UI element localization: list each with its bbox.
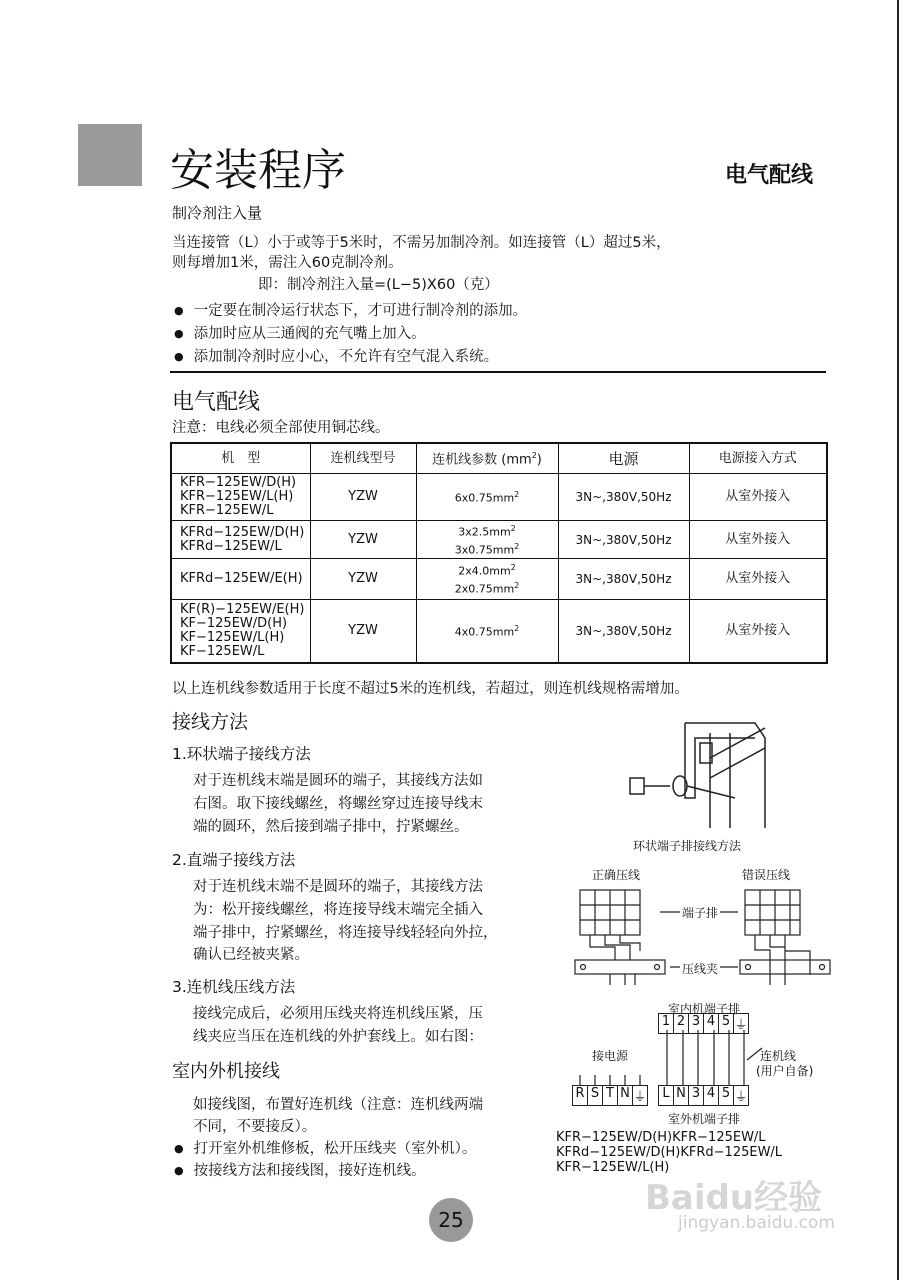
cable-cell: YZW: [310, 521, 416, 559]
params-cell: $3x2.5mm^2$ $3x0.75mm^2$: [416, 521, 558, 559]
terminal: N: [618, 1086, 633, 1105]
power-cell: 3N~,380V,50Hz: [558, 600, 689, 663]
paragraph: 为：松开接线螺丝，将连接导线末端完全插入: [193, 902, 483, 918]
terminal: 5: [719, 1014, 734, 1033]
table-row: [171, 559, 827, 600]
params-cell: $4x0.75mm^2$: [416, 600, 558, 663]
header-params: 连机线参数 $(mm^2)$: [416, 443, 558, 474]
indoor-strip-label: 室内机端子排: [668, 1002, 741, 1016]
indoor-outdoor-heading: 室内外机接线: [172, 1061, 280, 1082]
table-footnote: 以上连机线参数适用于长度不超过5米的连机线，若超过，则连机线规格需增加。: [172, 681, 689, 697]
bullet-item: ● 打开室外机维修板，松开压线夹（室外机）。: [174, 1137, 476, 1158]
paragraph: 线夹应当压在连机线的外护套线上。如右图：: [193, 1029, 483, 1045]
methods-heading: 接线方法: [172, 711, 249, 733]
paragraph: 则每增加1米，需注入60克制冷剂。: [172, 255, 403, 271]
power-label: 接电源: [592, 1049, 629, 1063]
paragraph: 端子排中，拧紧螺丝，将连接导线轻轻向外拉，: [193, 925, 498, 941]
bullet-item: ● 一定要在制冷运行状态下，才可进行制冷剂的添加。: [174, 299, 527, 320]
ground-icon: ⏚: [734, 1018, 748, 1033]
params-cell: $6x0.75mm^2$: [416, 474, 558, 521]
terminal: L: [659, 1086, 674, 1105]
terminal: R: [573, 1086, 588, 1105]
terminal: 4: [704, 1086, 719, 1105]
applicable-models: KFR−125EW/D(H)KFR−125EW/L KFRd−125EW/D(H)KFRd−125EW/L KFR−125EW/L(H): [556, 1130, 783, 1175]
wiring-note: 注意：电线必须全部使用铜芯线。: [172, 420, 390, 436]
correct-label: 正确压线: [592, 868, 641, 882]
terminal: 4: [704, 1014, 719, 1033]
clamp-label: 压线夹: [682, 962, 719, 976]
indoor-terminal-strip: [658, 1013, 749, 1034]
terminal: 3: [689, 1014, 704, 1033]
bullet-item: ● 添加制冷剂时应小心，不允许有空气混入系统。: [174, 345, 498, 366]
header-access: 电源接入方式: [689, 443, 827, 474]
watermark-logo: Baidu经验: [645, 1178, 823, 1218]
page-number: 25: [429, 1198, 473, 1242]
section-label: 电气配线: [725, 163, 814, 188]
method-title: 1.环状端子接线方法: [172, 745, 311, 763]
access-cell: 从室外接入: [689, 600, 827, 663]
params-cell: $2x4.0mm^2$ $2x0.75mm^2$: [416, 559, 558, 600]
ground-icon: ⏚: [734, 1090, 748, 1105]
paragraph: 端的圆环，然后接到端子排中，拧紧螺丝。: [193, 819, 469, 835]
cable-cell: YZW: [310, 474, 416, 521]
terminal: 1: [659, 1014, 674, 1033]
terminal: S: [588, 1086, 603, 1105]
terminal: N: [674, 1086, 689, 1105]
method-title: 3.连机线压线方法: [172, 978, 296, 996]
model-cell: KFR−125EW/D(H) KFR−125EW/L(H) KFR−125EW/L: [171, 474, 310, 521]
method-title: 2.直端子接线方法: [172, 851, 296, 869]
page-title: 安装程序: [170, 145, 346, 196]
power-cell: 3N~,380V,50Hz: [558, 559, 689, 600]
outdoor-terminal-strip: [658, 1085, 749, 1106]
bullet-item: ● 添加时应从三通阀的充气嘴上加入。: [174, 322, 426, 343]
paragraph: 当连接管（L）小于或等于5米时，不需另加制冷剂。如连接管（L）超过5米，: [172, 235, 671, 251]
bullet-item: ● 按接线方法和接线图，接好连机线。: [174, 1159, 426, 1180]
paragraph: 对于连机线末端不是圆环的端子，其接线方法: [193, 879, 483, 895]
paragraph: 不同，不要接反）。: [193, 1119, 317, 1135]
header-cable: 连机线型号: [310, 443, 416, 474]
model-cell: KFRd−125EW/D(H) KFRd−125EW/L: [171, 521, 310, 559]
table-row: [171, 600, 827, 663]
terminal: 5: [719, 1086, 734, 1105]
cable-label: 连机线: [760, 1049, 797, 1063]
watermark-url: jingyan.baidu.com: [678, 1213, 835, 1233]
model-cell: KF(R)−125EW/E(H) KF−125EW/D(H) KF−125EW/L(H) KF−125EW/L: [171, 600, 310, 663]
table-header: [171, 443, 827, 474]
wiring-heading: 电气配线: [172, 390, 261, 415]
paragraph: 对于连机线末端是圆环的端子，其接线方法如: [193, 773, 483, 789]
terminal-strip-label: 端子排: [682, 906, 719, 920]
table-row: [171, 474, 827, 521]
paragraph: 右图。取下接线螺丝，将螺丝穿过连接导线末: [193, 796, 483, 812]
header-power: 电源: [558, 443, 689, 474]
paragraph: 接线完成后，必须用压线夹将连机线压紧，压: [193, 1006, 483, 1022]
cable-cell: YZW: [310, 600, 416, 663]
table-row: [171, 521, 827, 559]
model-cell: KFRd−125EW/E(H): [171, 559, 310, 600]
divider: [170, 371, 826, 373]
cable-note: (用户自备): [756, 1064, 814, 1078]
section-marker: [78, 124, 142, 186]
wiring-table: [170, 442, 828, 664]
ring-terminal-illustration: [615, 718, 775, 833]
formula: 即：制冷剂注入量=(L−5)X60（克）: [258, 277, 499, 293]
header-model: 机 型: [171, 443, 310, 474]
wrong-label: 错误压线: [742, 868, 791, 882]
access-cell: 从室外接入: [689, 521, 827, 559]
paragraph: 确认已经被夹紧。: [193, 947, 309, 963]
ground-icon: ⏚: [633, 1090, 647, 1105]
terminal: 2: [674, 1014, 689, 1033]
paragraph: 如接线图，布置好连机线（注意：连机线两端: [193, 1097, 483, 1113]
terminal: 3: [689, 1086, 704, 1105]
access-cell: 从室外接入: [689, 559, 827, 600]
cable-cell: YZW: [310, 559, 416, 600]
power-cell: 3N~,380V,50Hz: [558, 474, 689, 521]
refrigerant-heading: 制冷剂注入量: [172, 204, 263, 222]
terminal: T: [603, 1086, 618, 1105]
figure-caption: 环状端子排接线方法: [633, 839, 742, 853]
outdoor-strip-label: 室外机端子排: [668, 1112, 741, 1126]
page-border: [897, 0, 899, 1280]
access-cell: 从室外接入: [689, 474, 827, 521]
power-terminal-strip: [572, 1085, 648, 1106]
power-cell: 3N~,380V,50Hz: [558, 521, 689, 559]
